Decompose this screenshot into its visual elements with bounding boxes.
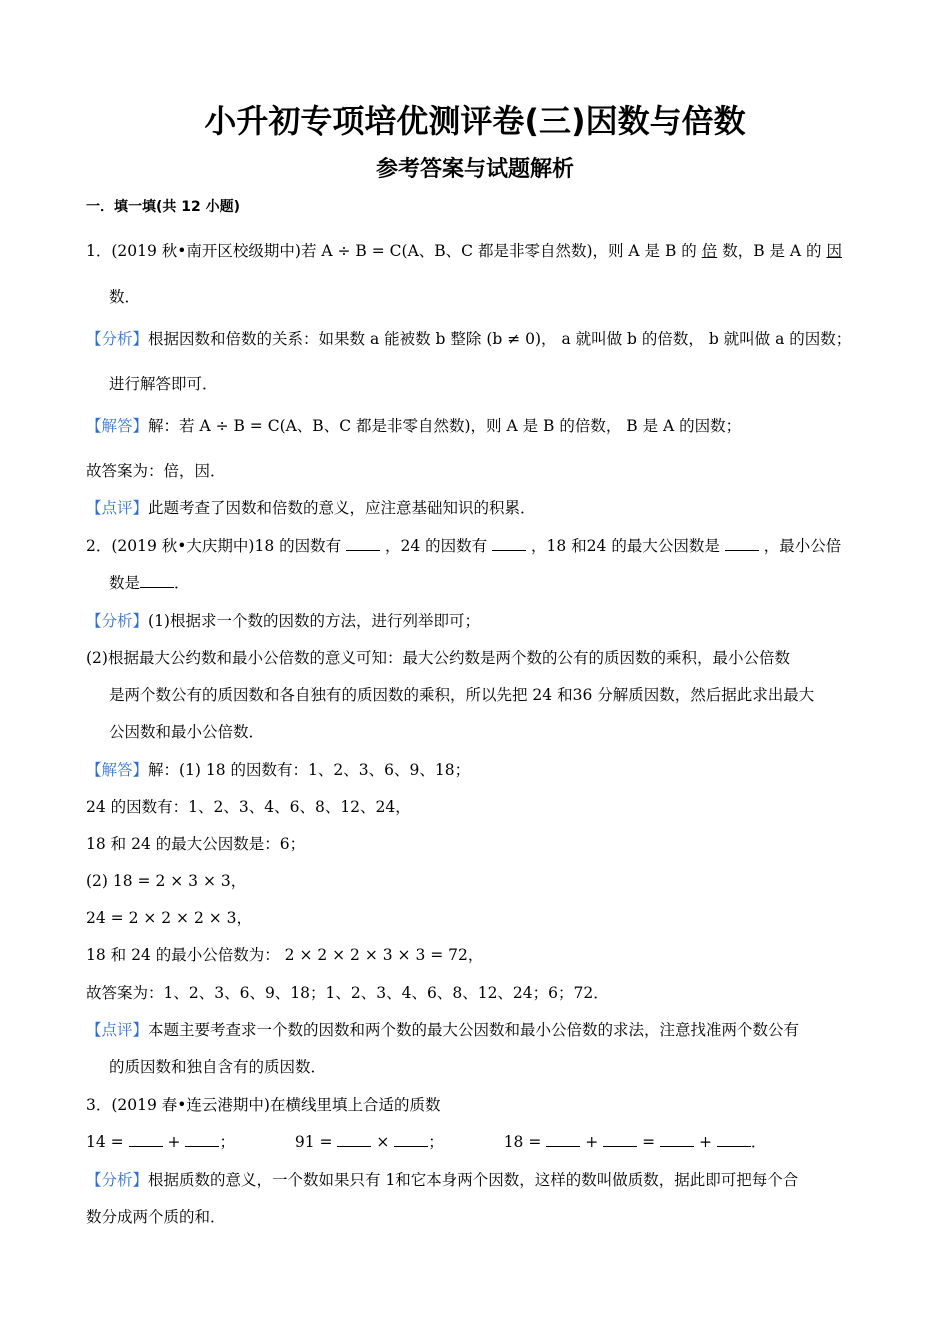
q3-eq3-eq: = (642, 1133, 656, 1151)
q3-blank-4 (394, 1132, 428, 1147)
q3-eq1-end: ； (219, 1133, 235, 1151)
q3-eq2-op: × (376, 1133, 390, 1151)
q1-blank-1: 倍 (701, 242, 718, 260)
analysis-tag: 【分析】 (86, 1171, 149, 1189)
q3-blank-3 (337, 1132, 371, 1147)
q1-comment (86, 498, 536, 518)
q3-eq1-lhs: 14 = (86, 1133, 124, 1151)
q2-analysis (86, 611, 480, 631)
q2-blank-4 (140, 573, 174, 588)
q3-analysis-text: 根据质数的意义，一个数如果只有 1和它本身两个因数，这样的数叫做质数，据此即可把每个合 (148, 1171, 799, 1189)
q1-answer: 故答案为：倍，因． (86, 462, 226, 480)
q2-solution (86, 760, 470, 780)
q1-comment-text: 此题考查了因数和倍数的意义，应注意基础知识的积累． (148, 499, 536, 517)
q2-stem-6: ． (174, 574, 190, 592)
q3-blank-8 (717, 1132, 751, 1147)
q2-analysis-3: 是两个数公有的质因数和各自独有的质因数的乘积，所以先把 24 和36 分解质因数，然后据此求出最大 (109, 686, 815, 704)
q1-stem (86, 241, 842, 261)
q2-stem-2: ，24 的因数有 (385, 537, 488, 555)
q2-stem-1: 2．(2019 秋•大庆期中)18 的因数有 (86, 537, 342, 555)
page-subtitle: 参考答案与试题解析 (375, 157, 574, 182)
q2-analysis-2: (2)根据最大公约数和最小公倍数的意义可知：最大公约数是两个数的公有的质因数的乘积，最小公倍数 (86, 649, 790, 667)
q1-solution-text: 解：若 A ÷ B = C(A、B、C 都是非零自然数)，则 A 是 B 的倍数， B 是 A 的因数； (148, 417, 742, 435)
q3-eq3-end: ． (750, 1133, 767, 1151)
solution-tag: 【解答】 (86, 417, 149, 435)
comment-tag: 【点评】 (86, 499, 149, 517)
analysis-tag: 【分析】 (86, 612, 149, 630)
q3-eq2-lhs: 91 = (294, 1133, 333, 1151)
q1-analysis-cont: 进行解答即可． (109, 375, 218, 393)
q1-solution (86, 416, 741, 436)
q2-solution-6: 18 和 24 的最小公倍数为： 2 × 2 × 2 × 3 × 3 = 72， (86, 946, 484, 964)
q3-blank-7 (660, 1132, 694, 1147)
q1-analysis (86, 329, 851, 349)
q2-stem-4: ，最小公倍 (763, 537, 842, 555)
q3-eq3-lhs: 18 = (503, 1133, 542, 1151)
q1-stem-a: 1．(2019 秋•南开区校级期中)若 A ÷ B = C(A、B、C 都是非零自然数)，则 A 是 B 的 (86, 242, 697, 260)
analysis-tag: 【分析】 (86, 330, 149, 348)
q2-stem-5: 数是 (109, 574, 141, 592)
q3-blank-5 (546, 1132, 580, 1147)
q3-blank-1 (129, 1132, 163, 1147)
q2-analysis-text: (1)根据求一个数的因数的方法，进行列举即可； (148, 612, 480, 630)
q3-equations (86, 1132, 766, 1152)
q1-blank-2: 因 (826, 242, 843, 260)
q3-analysis-cont: 数分成两个质的和． (86, 1208, 226, 1226)
q2-answer: 故答案为：1、2、3、6、9、18；1、2、3、4、6、8、12、24；6；72． (86, 984, 609, 1002)
q1-stem-b: 数，B 是 A 的 (722, 242, 822, 260)
q2-comment (86, 1020, 799, 1040)
q2-stem-3: ，18 和24 的最大公因数是 (531, 537, 720, 555)
q2-solution-text: 解：(1) 18 的因数有：1、2、3、6、9、18； (148, 761, 471, 779)
q3-eq3-op1: + (585, 1133, 599, 1151)
q3-analysis (86, 1170, 798, 1190)
solution-tag: 【解答】 (86, 761, 149, 779)
comment-tag: 【点评】 (86, 1021, 149, 1039)
q2-blank-3 (725, 536, 759, 551)
q3-stem: 3．(2019 春•连云港期中)在横线里填上合适的质数 (86, 1096, 441, 1114)
q2-solution-4: (2) 18 = 2 × 3 × 3， (86, 872, 247, 890)
q3-eq3-op2: + (698, 1133, 712, 1151)
section-heading: 一．填一填(共 12 小题) (86, 199, 241, 215)
q3-blank-6 (603, 1132, 637, 1147)
q2-blank-2 (492, 536, 526, 551)
q2-analysis-4: 公因数和最小公倍数． (109, 723, 265, 741)
q2-stem (86, 536, 841, 556)
q2-solution-2: 24 的因数有：1、2、3、4、6、8、12、24， (86, 798, 411, 816)
page-title: 小升初专项培优测评卷(三)因数与倍数 (204, 102, 746, 140)
q3-blank-2 (185, 1132, 219, 1147)
q2-solution-5: 24 = 2 × 2 × 2 × 3， (86, 909, 253, 927)
q2-solution-3: 18 和 24 的最大公因数是：6； (86, 835, 306, 853)
q1-stem-end: 数． (109, 288, 141, 306)
q2-blank-1 (346, 536, 380, 551)
q2-comment-cont: 的质因数和独自含有的质因数． (109, 1058, 327, 1076)
q2-stem-cont (109, 573, 190, 593)
q1-analysis-text: 根据因数和倍数的关系：如果数 a 能被数 b 整除 (b ≠ 0)， a 就叫做 b 的倍数， b 就叫做 a 的因数； (148, 330, 852, 348)
q3-eq1-op: + (167, 1133, 181, 1151)
q3-eq2-end: ； (428, 1133, 444, 1151)
q2-comment-text: 本题主要考查求一个数的因数和两个数的最大公因数和最小公倍数的求法，注意找准两个数公有 (148, 1021, 800, 1039)
